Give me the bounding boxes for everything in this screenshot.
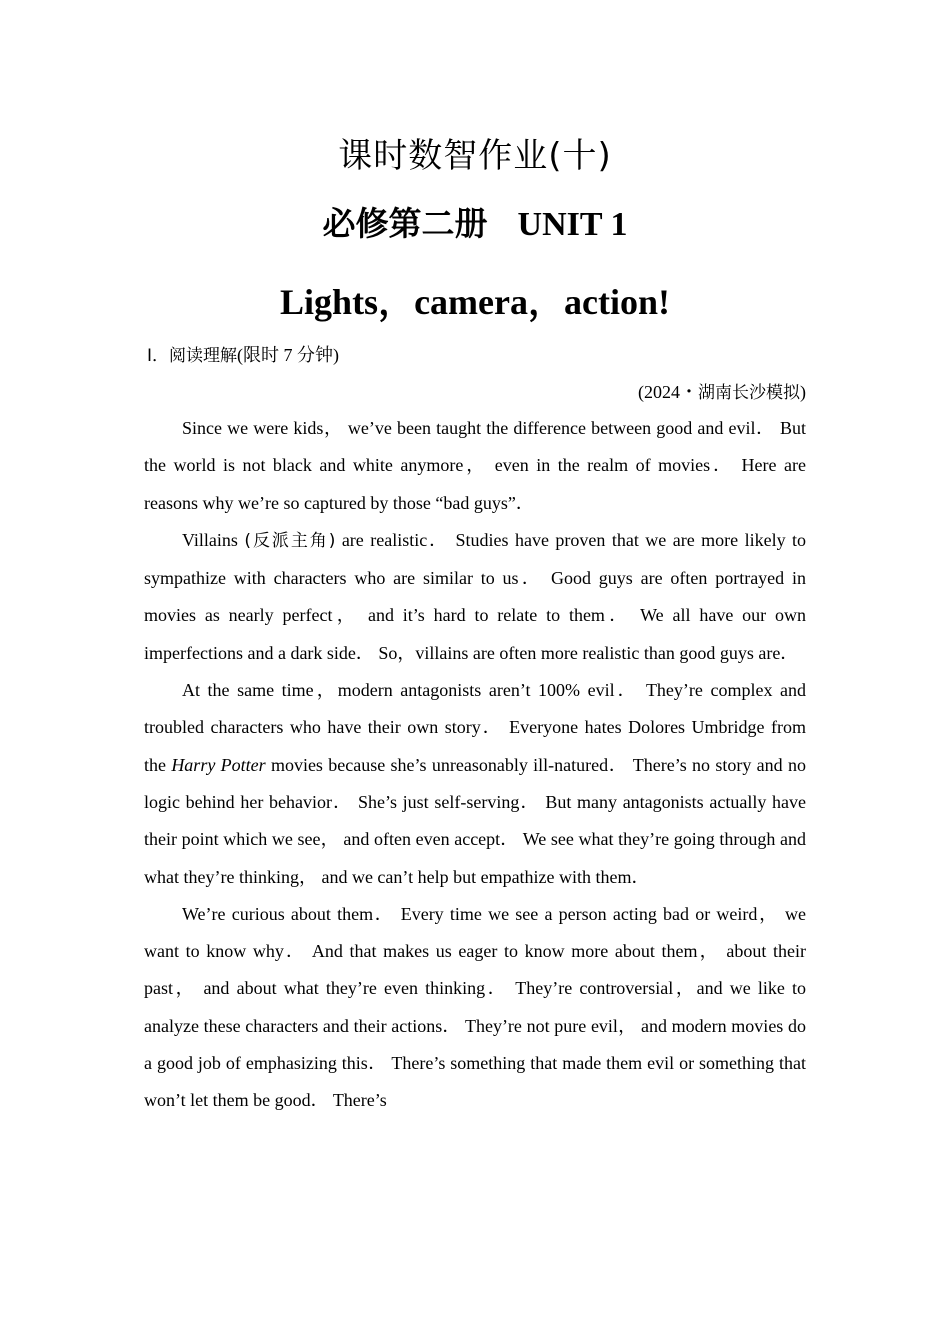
paragraph-3-start: At the same time，modern antagonists aren’t 100% evil． They’re complex and troubled characters who have their own story． Everyone hates Dolores Umbridge from the <box>144 680 806 775</box>
paragraph-3 <box>144 672 806 896</box>
reading-passage <box>144 410 806 1120</box>
section-time-limit: (限时 7 分钟) <box>237 345 340 365</box>
passage-source <box>638 379 806 406</box>
volume-name: 必修第二册 <box>322 204 488 243</box>
section-number: Ⅰ． <box>147 346 170 366</box>
source-place: 湖南长沙模拟 <box>698 383 800 403</box>
section-name: 阅读理解 <box>169 346 238 366</box>
textbook-volume-title <box>0 198 950 245</box>
source-year: (2024・ <box>638 382 698 402</box>
paragraph-2 <box>144 522 806 672</box>
unit-title: Lights，camera，action! <box>280 282 670 322</box>
paragraph-3-italic-title: Harry Potter <box>171 754 266 775</box>
source-close: ) <box>800 382 806 402</box>
paragraph-4: We’re curious about them． Every time we see a person acting bad or weird， we want to know why． And that makes us eager to know more about them， about their past， and about what they’re even thinking． They’re controversial，and we like to analyze these characters and their actions． They’re not pure evil， and modern movies do a good job of emphasizing this． There’s something that made them evil or something that won’t let them be good． There’s <box>144 903 806 1111</box>
unit-number: UNIT 1 <box>517 206 628 243</box>
paragraph-3-rest: movies because she’s unreasonably ill-natured． There’s no story and no logic behind her behavior． She’s just self-serving． But many antagonists actually have their point which we see， and often even accept． We see what they’re going through and what they’re thinking， and we can’t help but empathize with them． <box>144 754 806 887</box>
paragraph-2-gloss: (反派主角) <box>244 530 336 551</box>
paragraph-1: Since we were kids， we’ve been taught the difference between good and evil． But the world is not black and white anymore， even in the realm of movies． Here are reasons why we’re so captured by those “bad guys”． <box>144 418 806 513</box>
page-title: 课时数智作业(十) <box>338 136 612 176</box>
section-heading <box>147 342 339 369</box>
paragraph-2-rest: are realistic． Studies have proven that we are more likely to sympathize with characters who are similar to us． Good guys are often portrayed in movies as nearly perfect， and it’s hard to relate to them． We all have our own imperfections and a dark side． So，villains are often more realistic than good guys are． <box>144 529 807 663</box>
paragraph-2-start: Villains <box>182 529 245 550</box>
